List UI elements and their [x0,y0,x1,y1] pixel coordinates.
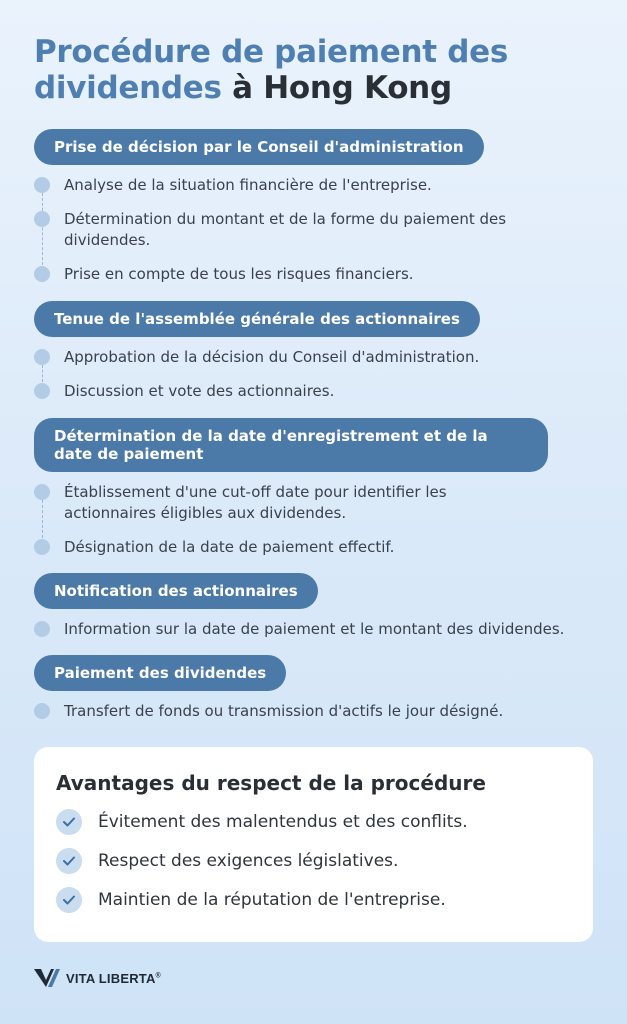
benefit-text: Respect des exigences législatives. [98,851,399,871]
section-heading: Prise de décision par le Conseil d'administration [34,129,484,165]
section-heading: Détermination de la date d'enregistrement et de la date de paiement [34,418,548,472]
list-item: Détermination du montant et de la forme du paiement des dividendes. [64,209,564,251]
section-heading: Notification des actionnaires [34,573,318,609]
list-item: Prise en compte de tous les risques financiers. [64,264,614,285]
benefits-card [34,747,593,942]
timeline-line [42,193,43,265]
page-title [34,34,594,106]
list-item: Transfert de fonds ou transmission d'actifs le jour désigné. [64,701,614,722]
section-items [34,619,614,640]
section-record-date [34,418,614,571]
section-items [34,482,614,558]
check-icon [56,887,82,913]
section-items [34,175,614,285]
benefit-item [56,887,571,913]
list-item: Discussion et vote des actionnaires. [64,381,614,402]
section-heading: Paiement des dividendes [34,655,286,691]
list-item: Analyse de la situation financière de l'entreprise. [64,175,614,196]
section-heading: Tenue de l'assemblée générale des actionnaires [34,301,480,337]
section-board-decision [34,129,614,298]
list-item: Information sur la date de paiement et le montant des dividendes. [64,619,614,640]
benefit-text: Évitement des malentendus et des conflits. [98,812,468,832]
benefit-text: Maintien de la réputation de l'entreprise. [98,890,446,910]
title-part-2: à [221,70,264,106]
timeline-line [42,500,43,538]
benefit-item [56,809,571,835]
vita-liberta-logo [34,968,161,988]
title-part-3: Hong Kong [263,70,452,106]
benefits-title: Avantages du respect de la procédure [56,771,486,795]
list-item: Approbation de la décision du Conseil d'administration. [64,347,614,368]
section-notification [34,573,614,653]
logo-mark-icon [34,968,60,988]
section-payment [34,655,614,735]
check-icon [56,809,82,835]
section-general-meeting [34,301,614,415]
list-item: Établissement d'une cut-off date pour identifier les actionnaires éligibles aux dividendes. [64,482,534,524]
section-items [34,347,614,402]
list-item: Désignation de la date de paiement effectif. [64,537,614,558]
logo-text: VITA LIBERTA® [66,970,161,986]
title-part-1: Procédure de paiement des dividendes [34,34,509,106]
check-icon [56,848,82,874]
section-items [34,701,614,722]
benefit-item [56,848,571,874]
timeline-line [42,365,43,382]
